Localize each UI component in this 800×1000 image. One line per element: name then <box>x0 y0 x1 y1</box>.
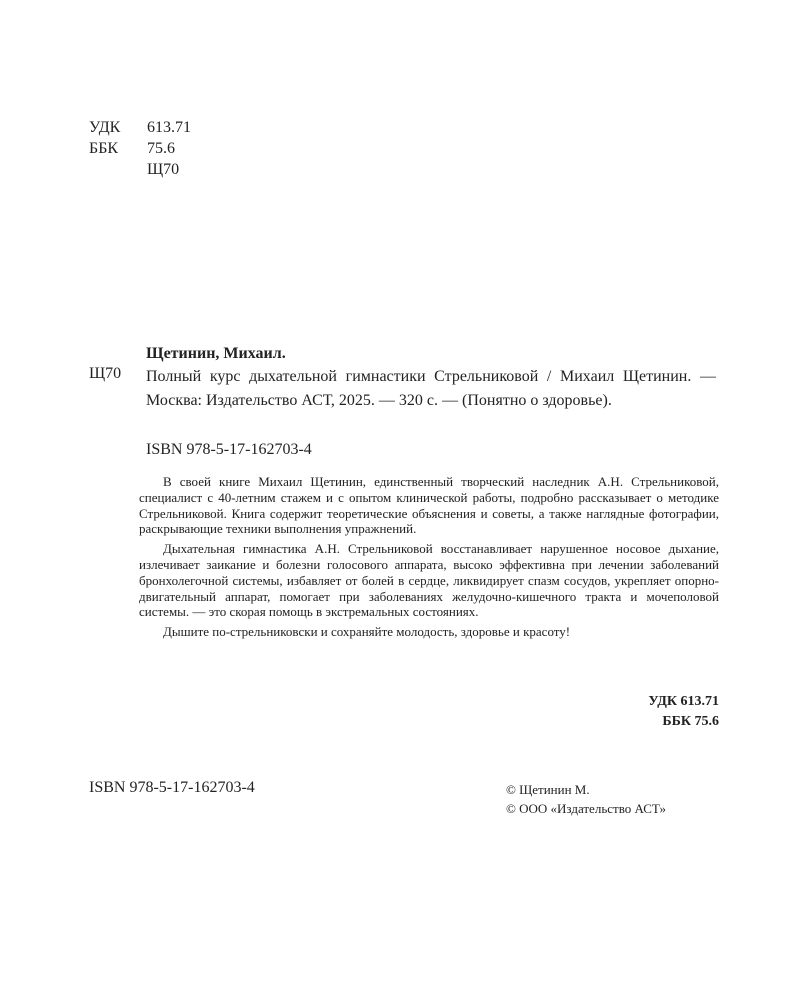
abstract-paragraph: Дыхательная гимнастика А.Н. Стрельниковой восстанавливает нарушенное носовое дыхание, излечивает заикание и болезни голосового аппарата, высоко эффективна при лечении заболеваний бронхолегочной системы, избавляет от болей в сердце, ликвидирует спазм сосудов, укрепляет опорно-двигательный аппарат, помогает при заболеваниях желудочно-кишечного тракта и мочеполовой системы. — это скорая помощь в экстремальных состояниях. <box>139 541 719 620</box>
bbk-label: ББК <box>89 140 119 157</box>
bibliography-description: Полный курс дыхательной гимнастики Стрельниковой / Михаил Щетинин. — Москва: Издательство АСТ, 2025. — 320 с. — (Понятно о здоровье). <box>146 368 716 409</box>
abstract <box>139 474 719 644</box>
bbk-code-right: ББК 75.6 <box>662 714 719 729</box>
udk-row <box>89 117 191 138</box>
udk-code-right: УДК 613.71 <box>648 694 719 709</box>
bibliography-shifr: Щ70 <box>89 365 122 382</box>
copyright-author: © Щетинин М. <box>506 782 590 797</box>
classification-codes-right <box>648 692 719 732</box>
author-mark: Щ70 <box>147 161 180 178</box>
copyright-block <box>506 780 666 818</box>
udk-label: УДК <box>89 119 121 136</box>
bbk-value: 75.6 <box>147 140 175 157</box>
bbk-row <box>89 138 191 159</box>
author-mark-row <box>89 159 191 180</box>
bibliography-author: Щетинин, Михаил. <box>146 345 286 362</box>
abstract-paragraph: В своей книге Михаил Щетинин, единственный творческий наследник А.Н. Стрельниковой, специалист с 40-летним стажем и с опытом клинической работы, подробно рассказывает о методике Стрельниковой. Книга содержит теоретические объяснения и советы, а также наглядные фотографии, раскрывающие техники выполнения упражнений. <box>139 474 719 537</box>
copyright-publisher: © ООО «Издательство АСТ» <box>506 801 667 816</box>
abstract-paragraph: Дышите по-стрельниковски и сохраняйте молодость, здоровье и красоту! <box>163 624 571 640</box>
bibliography-isbn: ISBN 978-5-17-162703-4 <box>146 441 312 458</box>
isbn-bottom: ISBN 978-5-17-162703-4 <box>89 779 255 796</box>
classification-block <box>89 117 191 180</box>
udk-value: 613.71 <box>147 119 191 136</box>
